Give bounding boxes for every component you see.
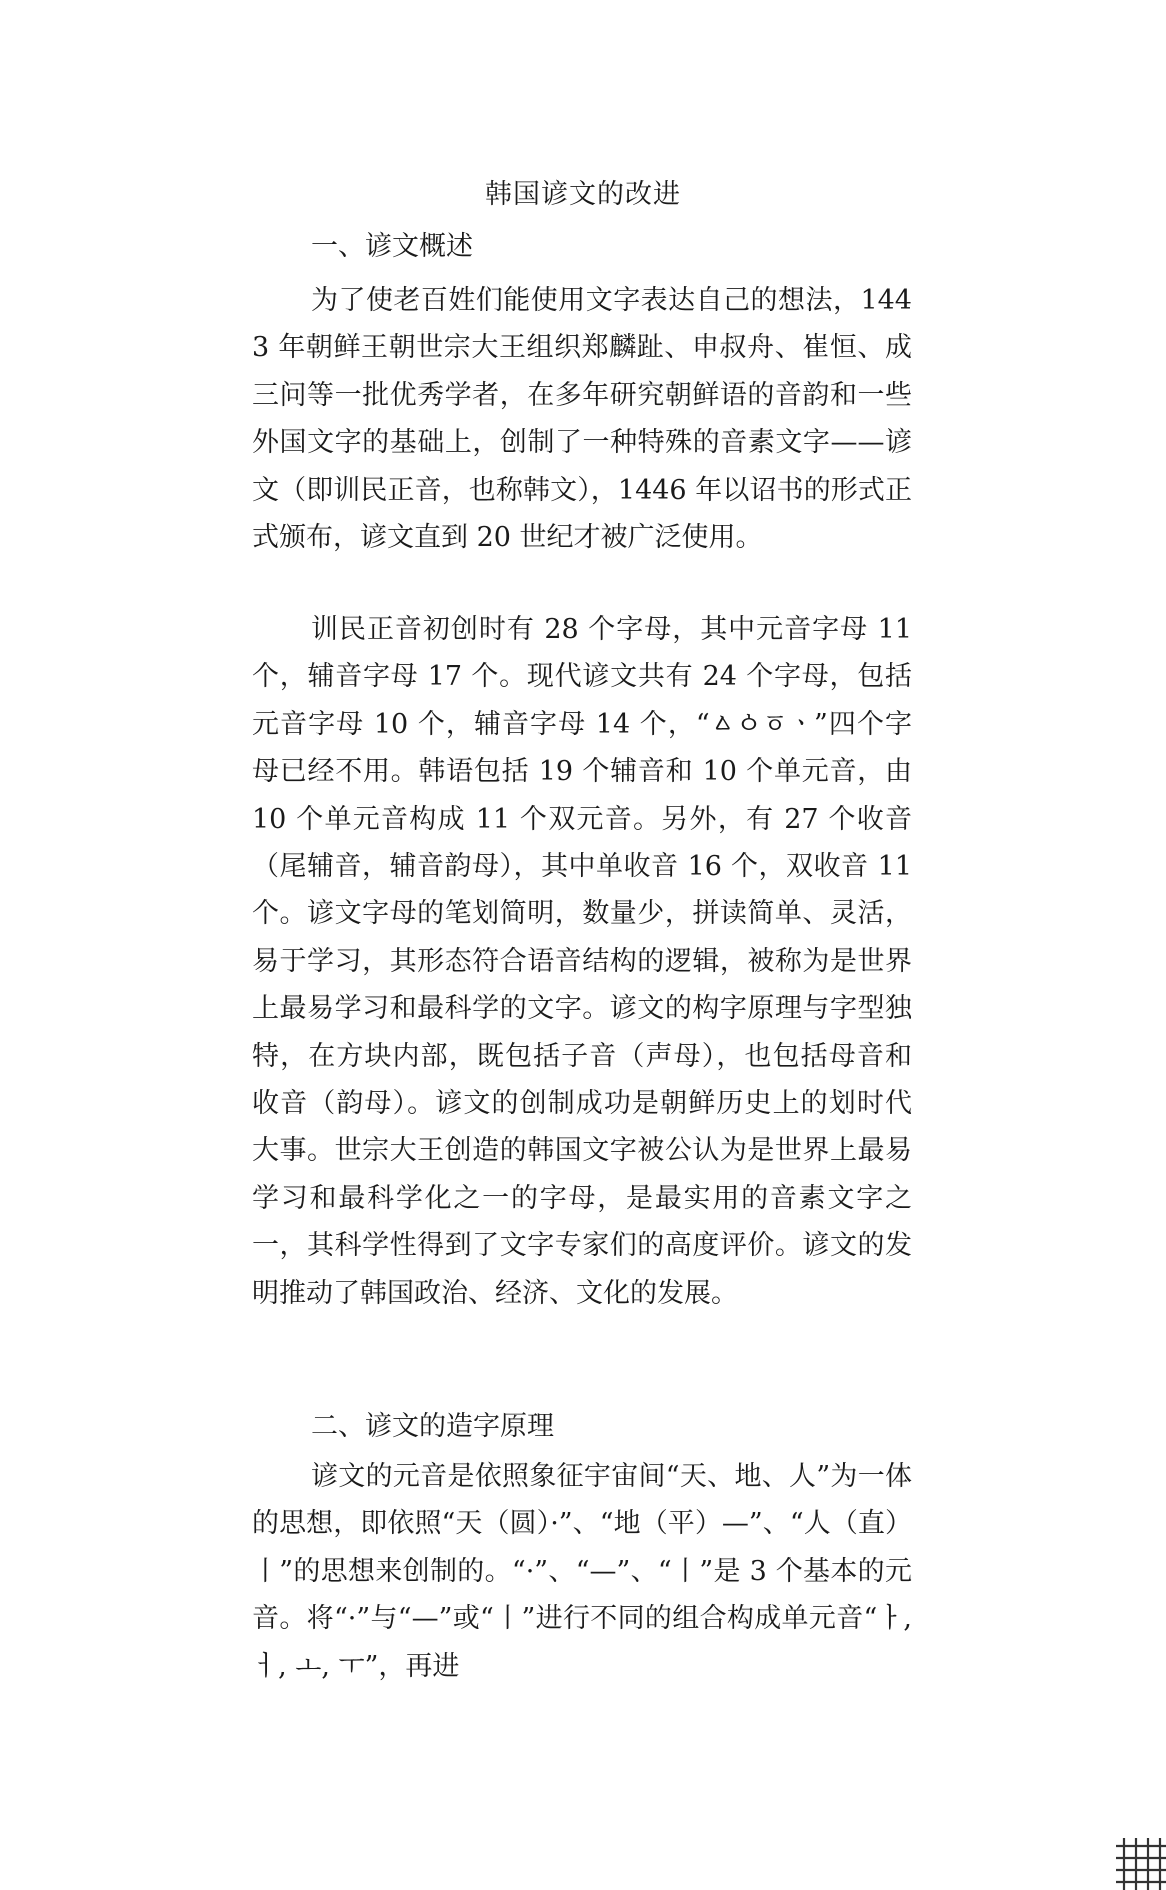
section-heading-overview: 一、谚文概述	[311, 231, 473, 262]
paragraph-principle-1: 谚文的元音是依照象征宇宙间“天、地、人”为一体的思想，即依照“天（圆）·”、“地（平）—”、“人（直）丨”的思想来创制的。“·”、“—”、“丨”是 3 个基本的元音。将“·”与“—”或“丨”进行不同的组合构成单元音“ㅏ, ㅓ, ㅗ, ㅜ”，再进	[252, 1461, 912, 1682]
paragraph-overview-1: 为了使老百姓们能使用文字表达自己的想法，1443 年朝鲜王朝世宗大王组织郑麟趾、申叔舟、崔恒、成三问等一批优秀学者，在多年研究朝鲜语的音韵和一些外国文字的基础上，创制了一种特殊的音素文字——谚文（即训民正音，也称韩文），1446 年以诏书的形式正式颁布，谚文直到 20 世纪才被广泛使用。	[252, 285, 912, 554]
section-heading-principle: 二、谚文的造字原理	[311, 1411, 554, 1442]
grid-mark-icon	[1112, 1836, 1166, 1890]
paragraph-overview-2: 训民正音初创时有 28 个字母，其中元音字母 11 个，辅音字母 17 个。现代谚文共有 24 个字母，包括元音字母 10 个，辅音字母 14 个，“ㅿㆁㆆㆍ”四个字母已经不用。韩语包括 19 个辅音和 10 个单元音，由 10 个单元音构成 11 个双元音。另外，有 27 个收音（尾辅音，辅音韵母），其中单收音 16 个，双收音 11 个。谚文字母的笔划简明，数量少，拼读简单、灵活，易于学习，其形态符合语音结构的逻辑，被称为是世界上最易学习和最科学的文字。谚文的构字原理与字型独特，在方块内部，既包括子音（声母），也包括母音和收音（韵母）。谚文的创制成功是朝鲜历史上的划时代大事。世宗大王创造的韩国文字被公认为是世界上最易学习和最科学化之一的字母，是最实用的音素文字之一，其科学性得到了文字专家们的高度评价。谚文的发明推动了韩国政治、经济、文化的发展。	[252, 614, 912, 1309]
document-title: 韩国谚文的改进	[485, 179, 681, 210]
